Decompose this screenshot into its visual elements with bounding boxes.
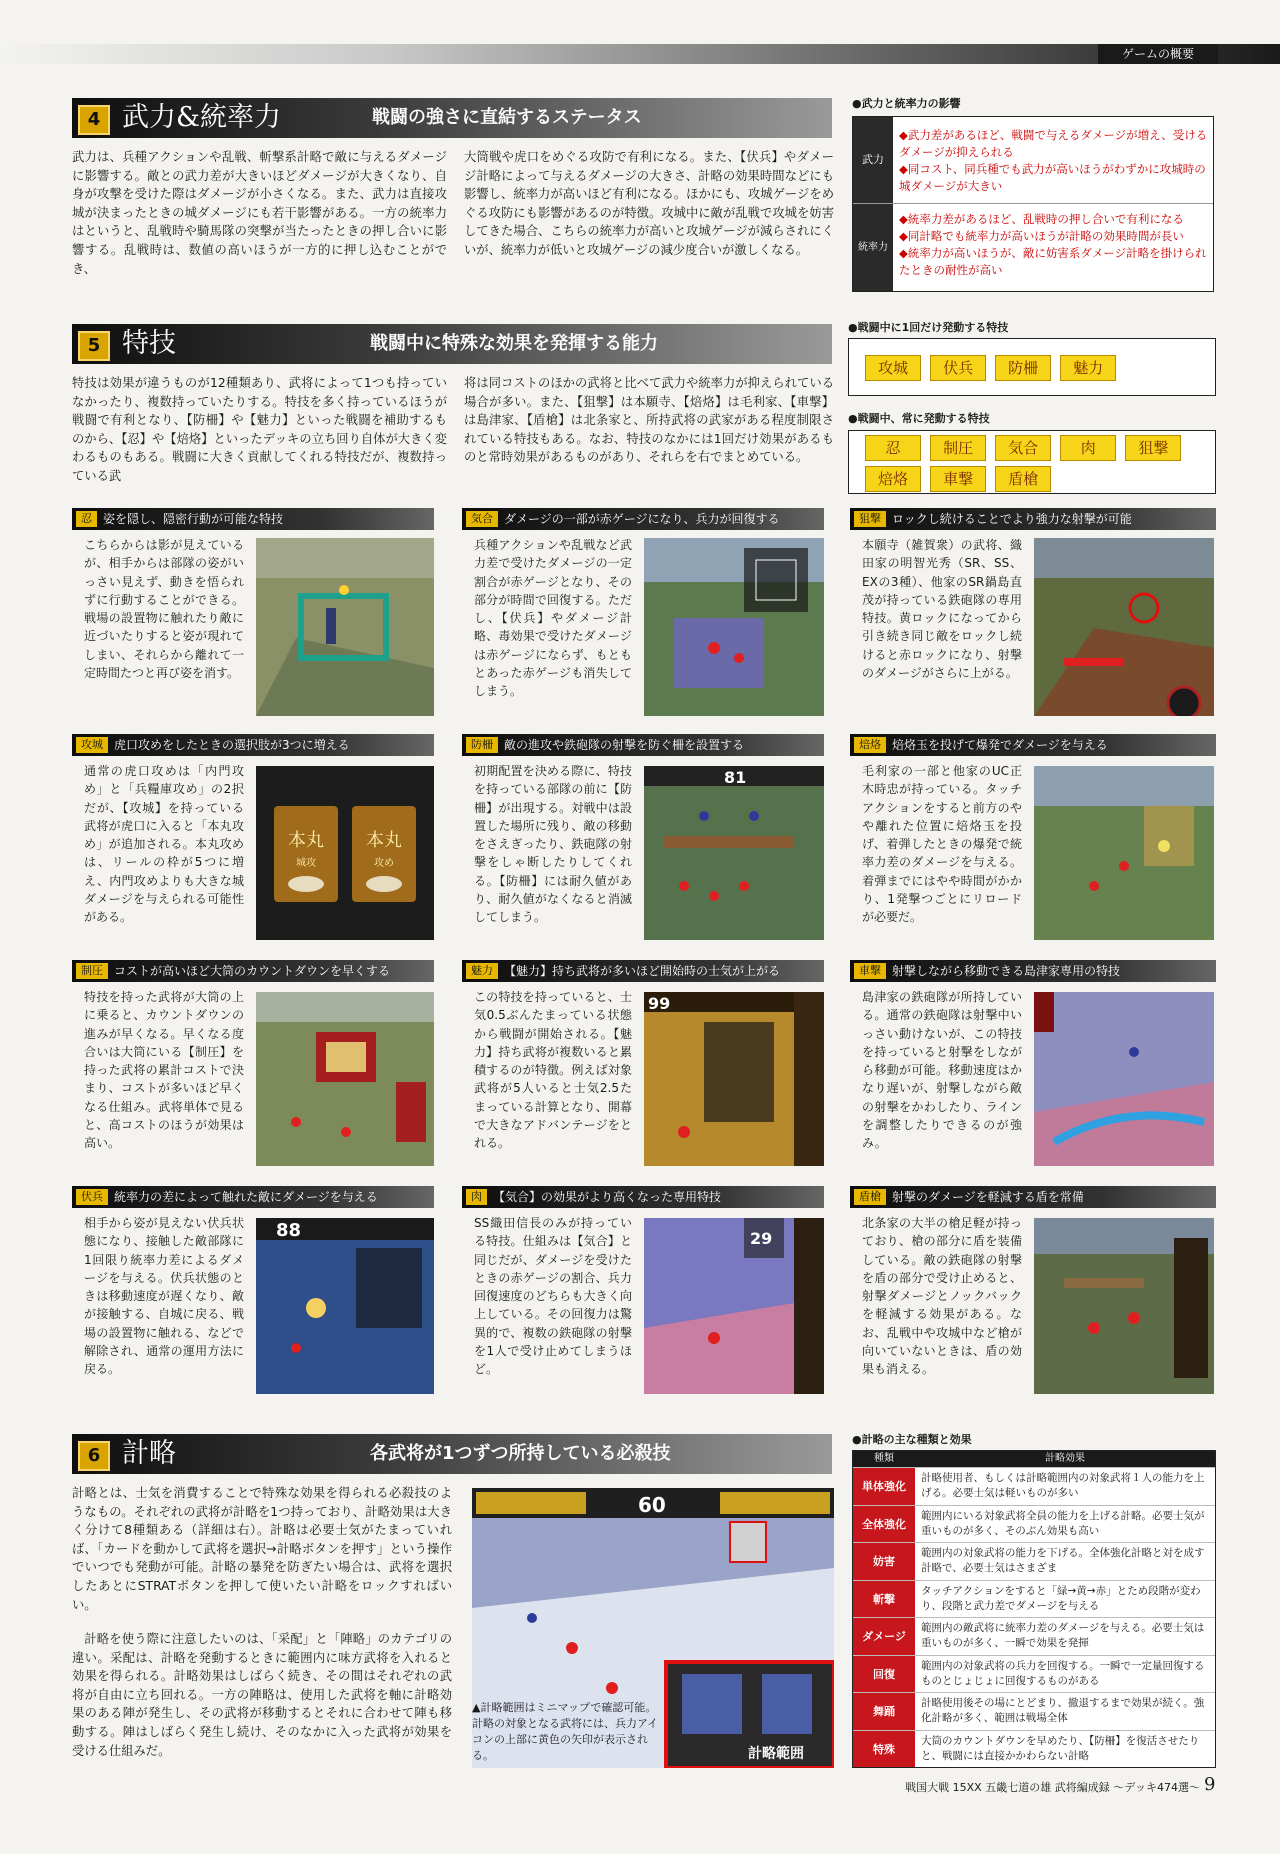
skill-chip: 魅力: [1060, 355, 1116, 381]
strategy-range-label: 計略範囲: [748, 1746, 804, 1762]
section-5-col2: 将は同コストのほかの武将と比べて武力や統率力が抑えられている場合が多い。また、【狙撃】は本願寺、【焙烙】は毛利家、【車撃】は島津家、【盾槍】は北条家と、所持武将の武家がある程度制限されている特技もある。なお、特技のなかには1回だけ効果があるものと常時効果があるものがあり、それらを右でまとめている。: [464, 376, 834, 465]
card-screenshot: [1034, 1218, 1214, 1394]
table-cell-type: 斬撃: [853, 1581, 915, 1618]
timer-text: 81: [724, 768, 747, 787]
skill-chip: 焙烙: [865, 466, 921, 492]
screenshot-fukuhei: [256, 1218, 434, 1394]
table-header: ●計略の主な種類と効果: [852, 1433, 972, 1446]
card-title: 【気合】の効果がより高くなった専用特技: [493, 1190, 722, 1204]
card-text: 初期配置を決める際に、特技を持っている部隊の前に【防柵】が出現する。対戦中は設置した場所に残り、敵の移動をさえぎったり、鉄砲隊の射撃をしゃ断したりしてくれる。【防柵】には耐久値があり、耐久値がなくなると消滅してしまう。: [474, 764, 632, 925]
card-screenshot: [256, 766, 434, 940]
side4-buryoku-items: [899, 127, 1209, 195]
card-title: 敵の進攻や鉄砲隊の射撃を防ぐ柵を設置する: [504, 738, 745, 752]
card-tag: 防柵: [466, 737, 498, 753]
card-tag: 魅力: [466, 963, 498, 979]
table-cell-type: 舞踊: [853, 1693, 915, 1730]
card-header: [462, 1186, 824, 1208]
card-header: [72, 960, 434, 982]
table-cell-desc: 大筒のカウントダウンを早めたり、【防柵】を復活させたりと、戦闘には直接かかわらない計略: [921, 1734, 1200, 1762]
skill-chip: 盾槍: [995, 466, 1051, 492]
card-header: [462, 734, 824, 756]
section-title: 武力&統率力: [122, 102, 282, 133]
section-6-header: [72, 1434, 832, 1474]
table-row: [853, 1617, 1215, 1655]
screenshot-kiai: [644, 538, 824, 716]
card-title: 姿を隠し、隠密行動が可能な特技: [103, 512, 284, 526]
side4-tousotsu-items: [899, 211, 1209, 279]
card-title: ダメージの一部が赤ゲージになり、兵力が回復する: [504, 512, 780, 526]
card-title: 射撃しながら移動できる島津家専用の特技: [892, 964, 1121, 978]
side4-item: ◆統率力差があるほど、乱戦時の押し合いで有利になる: [899, 212, 1184, 226]
skill-chip: 制圧: [930, 435, 986, 461]
card-title: コストが高いほど大筒のカウントダウンを早くする: [114, 964, 391, 978]
card-screenshot: [1034, 538, 1214, 716]
table-head-row: [853, 1451, 1215, 1467]
skill-chip: 攻城: [865, 355, 921, 381]
table-row: [853, 1730, 1215, 1768]
timer-text: 99: [648, 994, 671, 1013]
table-cell-desc: 範囲内の対象武将の能力を下げる。全体強化計略と対を成す計略で、必要士気はさまざま: [921, 1547, 1205, 1574]
screenshot-kojo: [256, 766, 434, 940]
section-subtitle: 各武将が1つずつ所持している必殺技: [370, 1443, 671, 1464]
table-cell-type: 特殊: [853, 1731, 915, 1768]
card-tag: 制圧: [76, 963, 108, 979]
table-row: [853, 1655, 1215, 1693]
card-header: [850, 508, 1216, 530]
section-number: 5: [78, 331, 110, 361]
timer-text: 60: [638, 1493, 666, 1517]
card-tag: 伏兵: [76, 1189, 108, 1205]
screenshot-seiatsu: [256, 992, 434, 1166]
skill-chip: 防柵: [995, 355, 1051, 381]
table-row: [853, 1580, 1215, 1618]
table-cell-type: 妨害: [853, 1543, 915, 1580]
gauge-text: 29: [750, 1229, 773, 1248]
card-text: 兵種アクションや乱戦など武力差で受けたダメージの一定割合が赤ゲージとなり、その部分が時間で回復する。ただし、【伏兵】やダメージ計略、毒効果で受けたダメージは赤ゲージにならず、もともとあった赤ゲージも消失してしまう。: [474, 538, 632, 699]
card-text: 毛利家の一部と他家のUC正木時忠が持っている。タッチアクションをすると前方のやや離れた位置に焙烙玉を投げ、着弾したときの爆発で統率力差のダメージを与える。着弾までにはやや時間がかかり、1発撃つごとにリロードが必要だ。: [862, 764, 1022, 925]
divider: [853, 203, 1213, 204]
card-text: こちらからは影が見えているが、相手からは部隊の姿がいっさい見えず、動きを悟られずに行動することができる。戦場の設置物に触れたり敵に近づいたりすると姿が現れてしまい、それらから離れて一定時間たつと再び姿を消す。: [84, 538, 244, 681]
footer-title: 戦国大戦 15XX 五畿七道の雄 武将編成録 〜デッキ474選〜: [905, 1781, 1200, 1794]
card-screenshot: [1034, 766, 1214, 940]
screenshot-caption: ▲計略範囲はミニマップで確認可能。計略の対象となる武将には、兵力アイコンの上部に黄色の矢印が表示される。: [472, 1701, 659, 1762]
side4-item: ◆統率力が高いほうが、敵に妨害系ダメージ計略を掛けられたときの耐性が高い: [899, 246, 1207, 277]
card-tag: 狙撃: [854, 511, 886, 527]
card-tag: 肉: [466, 1189, 487, 1205]
header-rule: [0, 44, 1280, 64]
section-6-p1: 計略とは、士気を消費することで特殊な効果を得られる必殺技のようなもの。それぞれの武将が計略を1つ持っており、計略効果は大きく分けて8種類ある（詳細は右）。計略は必要士気がたまっていれば、「カードを動かして武将を選択→計略ボタンを押す」という操作でいつでも発動が可能。計略の暴発を防ぎたい場合は、武将を選択したあとにSTRATボタンを押して使いたい計略をロックすればいい。: [72, 1486, 452, 1612]
card-tag: 盾槍: [854, 1189, 886, 1205]
card-title: 統率力の差によって触れた敵にダメージを与える: [114, 1190, 378, 1204]
card-text: 島津家の鉄砲隊が所持している。通常の鉄砲隊は射撃中いっさい動けないが、この特技を持っていると射撃をしながら移動が可能。移動速度はかなり遅いが、射撃しながら敵の射撃をかわしたり、ラインを調整したりできるのが強み。: [862, 990, 1022, 1151]
table-cell-desc: 計略使用後その場にとどまり、撤退するまで効果が続く。強化計略が多く、範囲は戦場全体: [921, 1697, 1205, 1724]
screenshot-horoku: [1034, 766, 1214, 940]
card-header: [850, 1186, 1216, 1208]
page-number: 9: [1204, 1774, 1216, 1795]
shield-text: 本丸: [288, 830, 324, 851]
card-header: [850, 734, 1216, 756]
side4-item: ◆同計略でも統率力が高いほうが計略の効果時間が長い: [899, 229, 1184, 243]
card-tag: 攻城: [76, 737, 108, 753]
table-head-effect: 計略効果: [1045, 1453, 1085, 1464]
table-row: [853, 1467, 1215, 1505]
card-text: 本願寺（雑賀衆）の武将、織田家の明智光秀（SR、SS、EXの3種）、他家のSR鍋島直茂が持っている鉄砲隊の専用特技。黄ロックになってから引き続き同じ敵をロックし続けると赤ロックになり、射撃のダメージがさらに上がる。: [862, 538, 1022, 681]
card-text: 通常の虎口攻めは「内門攻め」と「兵糧庫攻め」の2択だが、【攻城】を持っている武将が虎口に入ると「本丸攻め」が追加される。本丸攻めは、リールの枠が5つに増え、内門攻めよりも大きな城ダメージを与えられる可能性がある。: [84, 764, 244, 925]
table-cell-type: 回復: [853, 1656, 915, 1693]
table-cell-desc: 範囲内の敵武将に統率力差のダメージを与える。必要士気は重いものが多く、一瞬で効果を発揮: [921, 1622, 1205, 1649]
card-screenshot: [644, 538, 824, 716]
card-tag: 車撃: [854, 963, 886, 979]
card-screenshot: [256, 1218, 434, 1394]
card-text: この特技を持っていると、士気0.5ぶんたまっている状態から戦闘が開始される。【魅力】持ち武将が複数いると累積するのが特徴。例えば対象武将が5人いると士気2.5たまっている計算となり、開幕で大きなアドバンテージをとれる。: [474, 990, 632, 1151]
section-title: 計略: [122, 1438, 176, 1469]
skill-chip: 狙撃: [1125, 435, 1181, 461]
card-title: ロックし続けることでより強力な射撃が可能: [892, 512, 1132, 526]
card-screenshot: [1034, 992, 1214, 1166]
screenshot-shinobi: [256, 538, 434, 716]
side4-header: ●武力と統率力の影響: [852, 97, 961, 110]
chapter-tag: ゲームの概要: [1098, 44, 1218, 64]
screenshot-niku: [644, 1218, 824, 1394]
skill-chip: 車撃: [930, 466, 986, 492]
card-text: 相手から姿が見えない伏兵状態になり、接触した敵部隊に1回限り統率力差によるダメージを与える。伏兵状態のときは移動速度が遅くなり、敵が接触する、自城に戻る、戦場の設置物に触れる、などで解除され、通常の運用方法に戻る。: [84, 1216, 244, 1377]
screenshot-sogeki: [1034, 538, 1214, 716]
skill-chip: 伏兵: [930, 355, 986, 381]
section-4-col2: 大筒戦や虎口をめぐる攻防で有利になる。また、【伏兵】やダメージ計略によって与えるダメージの大きさ、計略の効果時間などにも影響し、統率力が高いほど有利になる。ほかにも、攻城ゲージをめぐる攻防にも影響があるのが特徴。攻城中に敵が乱戦で攻城を妨害してきた場合、こちらの統率力が高いと攻城ゲージが減らされにくいが、統率力が低いと攻城ゲージの減少度合いが激しくなる。: [464, 150, 834, 257]
shield-subtext: 攻め: [374, 858, 394, 869]
section-subtitle: 戦闘中に特殊な効果を発揮する能力: [370, 333, 658, 354]
table-head-type: 種類: [874, 1453, 894, 1464]
skill-chip: 肉: [1060, 435, 1116, 461]
section-4-col1: 武力は、兵種アクションや乱戦、斬撃系計略で敵に与えるダメージに影響する。敵との武力差が大きいほどダメージが大きくなり、自身が攻撃を受けた際はダメージが小さくなる。また、武力は直接攻城が決まったときの城ダメージにも若干影響がある。一方の統率力はというと、乱戦時や騎馬隊の突撃が当たったときの押し合いに影響する。乱戦時は、数値の高いほうが一方的に押し込むことができ、: [72, 150, 447, 276]
always-header: ●戦闘中、常に発動する特技: [848, 412, 990, 425]
screenshot-tateyari: [1034, 1218, 1214, 1394]
side4-box: [852, 116, 1214, 292]
card-tag: 気合: [466, 511, 498, 527]
once-header: ●戦闘中に1回だけ発動する特技: [848, 321, 1009, 334]
card-tag: 焙烙: [854, 737, 886, 753]
card-text: 北条家の大半の槍足軽が持っており、槍の部分に盾を装備している。敵の鉄砲隊の射撃を盾の部分で受け止めると、射撃ダメージとノックバックを軽減する効果がある。なお、乱戦中や攻城中など槍が向いていないときは、盾の効果も消える。: [862, 1216, 1022, 1377]
card-title: 焙烙玉を投げて爆発でダメージを与える: [892, 738, 1108, 752]
card-title: 虎口攻めをしたときの選択肢が3つに増える: [114, 738, 350, 752]
table-cell-type: 全体強化: [853, 1506, 915, 1543]
card-screenshot: [644, 992, 824, 1166]
section-4-header: [72, 98, 832, 138]
once-box: [848, 338, 1216, 396]
table-cell-desc: タッチアクションをすると「緑→黄→赤」とため段階が変わり、段階と武力差でダメージを与える: [921, 1584, 1201, 1612]
table-cell-desc: 範囲内にいる対象武将全員の能力を上げる計略。必要士気が重いものが多く、そのぶん効果も高い: [921, 1509, 1205, 1537]
side4-label-tousotsu: 統率力: [853, 204, 893, 291]
table-cell-desc: 計略使用者、もしくは計略範囲内の対象武将１人の能力を上げる。必要士気は軽いものが多い: [921, 1472, 1205, 1499]
card-header: [462, 508, 824, 530]
card-header: [462, 960, 824, 982]
table-cell-type: ダメージ: [853, 1618, 915, 1655]
card-header: [72, 508, 434, 530]
section-6-p2: 計略を使う際に注意したいのは、「采配」と「陣略」のカテゴリの違い。采配は、計略を発動するときに範囲内に味方武将を入れると効果を得られる。計略効果はしばらく続き、その間はそれぞれの武将が自由に立ち回れる。一方の陣略は、使用した武将を軸に計略効果のある陣が発生し、その武将が移動するとそれに合わせて陣も移動する。陣はしばらく発生し続け、そのなかに入った武将が効果を受ける仕組みだ。: [72, 1632, 452, 1758]
screenshot-miryoku: [644, 992, 824, 1166]
table-cell-desc: 範囲内の対象武将の兵力を回復する。一瞬で一定量回復するものとじょじょに回復するものがある: [921, 1659, 1205, 1687]
card-text: SS織田信長のみが持っている特技。仕組みは【気合】と同じだが、ダメージを受けたときの赤ゲージの割合、兵力回復速度のどちらも大きく向上している。その回復力は驚異的で、複数の鉄砲隊の射撃を1人で受け止めてしまうほど。: [474, 1216, 632, 1377]
card-header: [72, 734, 434, 756]
card-screenshot: [256, 538, 434, 716]
section-number: 6: [78, 1441, 110, 1471]
card-title: 射撃のダメージを軽減する盾を常備: [892, 1190, 1084, 1204]
side4-item: ◆武力差があるほど、戦闘で与えるダメージが増え、受けるダメージが抑えられる: [899, 128, 1208, 159]
card-screenshot: [256, 992, 434, 1166]
card-text: 特技を持った武将が大筒の上に乗ると、カウントダウンの進みが早くなる。早くなる度合いは大筒にいる【制圧】を持った武将の累計コストで決まり、コストが多いほど早くなる仕組み。武将単体で見ると、高コストのほうが効果は高い。: [84, 990, 244, 1151]
table-cell-type: 単体強化: [853, 1468, 915, 1505]
timer-text: 88: [276, 1220, 302, 1241]
side4-label-buryoku: 武力: [853, 117, 893, 203]
section-subtitle: 戦闘の強さに直結するステータス: [372, 107, 642, 128]
shield-text: 本丸: [366, 830, 402, 851]
section-5-col1: 特技は効果が違うものが12種類あり、武将によって1つも持っていなかったり、複数持っていたりする。特技を多く持っているほうが戦闘で有利となり、【防柵】や【魅力】といった戦闘を補助するものから、【忍】や【焙烙】といったデッキの立ち回り自体が大きく変わるものもある。戦闘に大きく貢献してくれる特技だが、複数持っている武: [72, 376, 447, 483]
always-box: [848, 430, 1216, 494]
card-screenshot: [644, 766, 824, 940]
table-row: [853, 1542, 1215, 1580]
shield-subtext: 城攻: [296, 858, 316, 869]
card-screenshot: [644, 1218, 824, 1394]
card-header: [72, 1186, 434, 1208]
table-row: [853, 1505, 1215, 1543]
section-title: 特技: [122, 328, 176, 359]
side4-item: ◆同コスト、同兵種でも武力が高いほうがわずかに攻城時の城ダメージが大きい: [899, 162, 1206, 193]
screenshot-bosaku: [644, 766, 824, 940]
card-header: [850, 960, 1216, 982]
section-5-header: [72, 324, 832, 364]
card-title: 【魅力】持ち武将が多いほど開始時の士気が上がる: [504, 964, 781, 978]
skill-chip: 忍: [865, 435, 921, 461]
screenshot-shageki: [1034, 992, 1214, 1166]
table-row: [853, 1692, 1215, 1730]
skill-chip: 気合: [995, 435, 1051, 461]
section-number: 4: [78, 105, 110, 135]
strategy-table: [852, 1450, 1216, 1768]
card-tag: 忍: [76, 511, 97, 527]
